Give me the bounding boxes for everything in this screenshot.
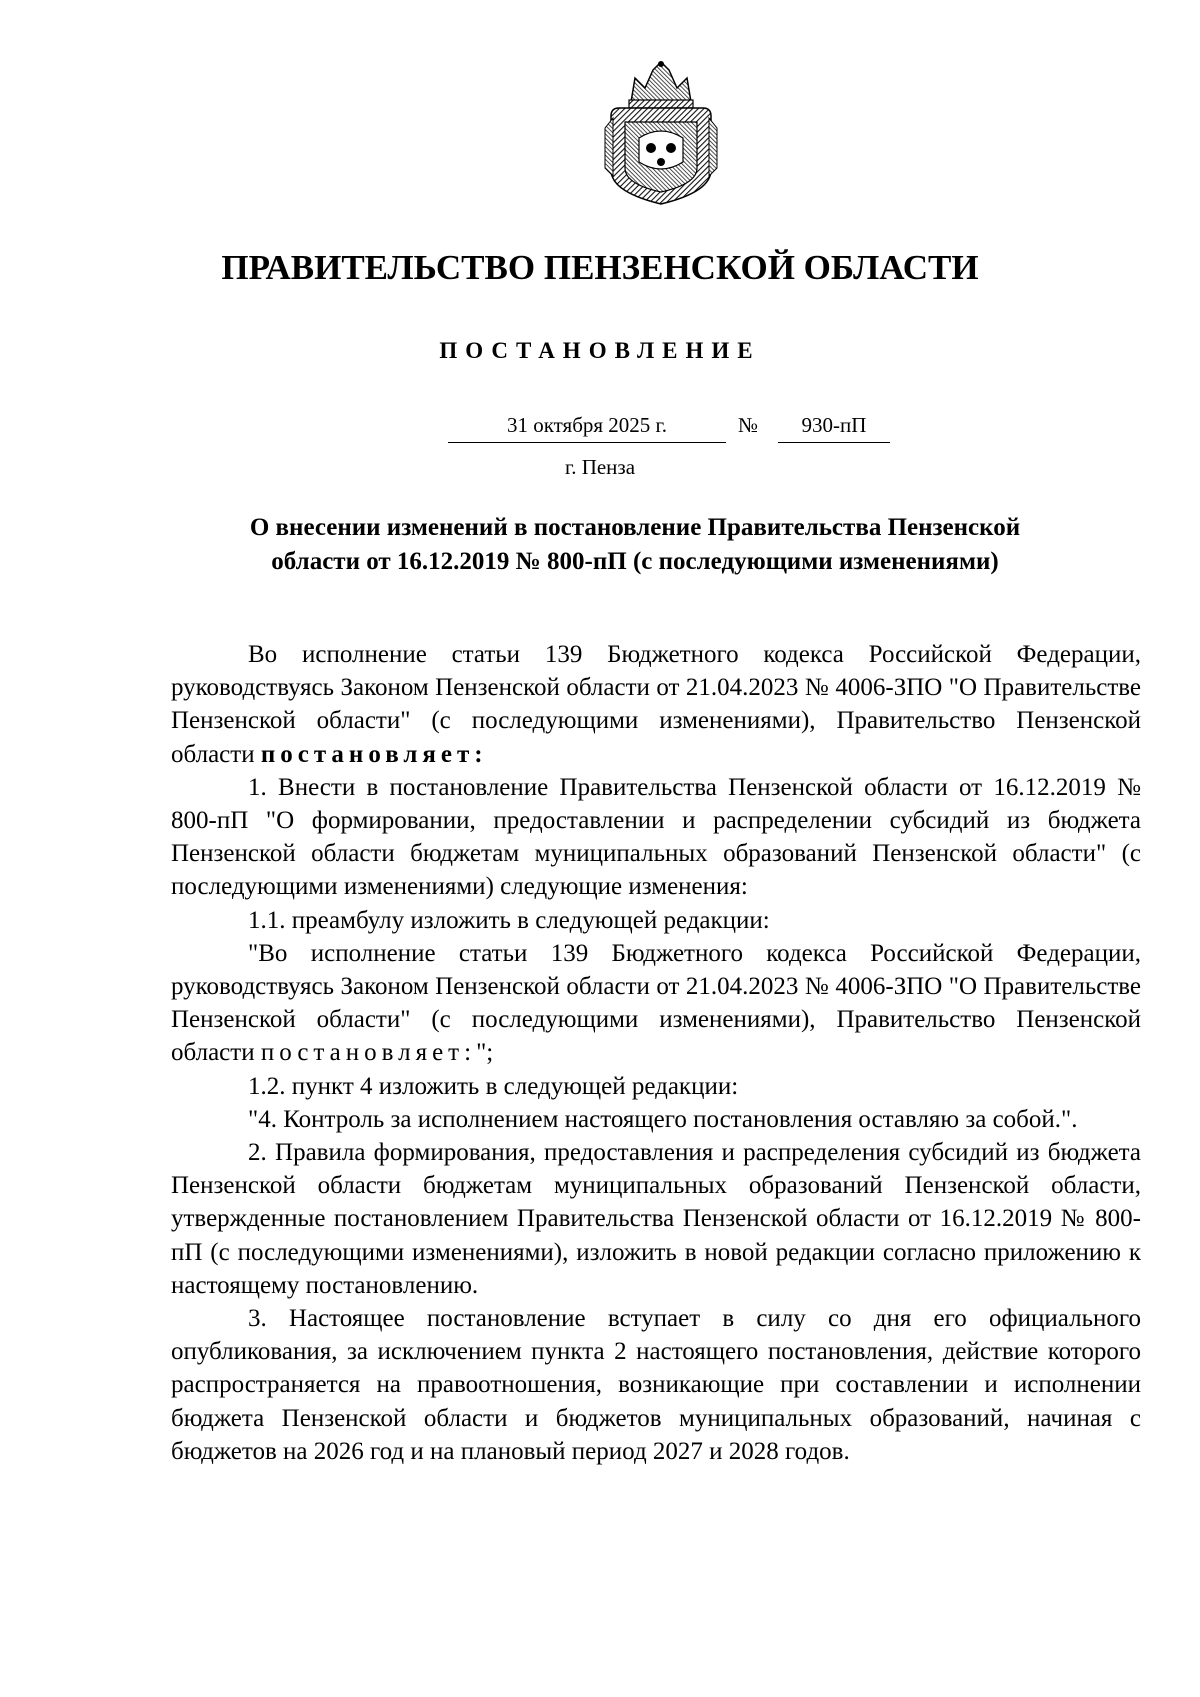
quote-text: "Во исполнение статьи 139 Бюджетного кодекса Российской Федерации, руководствуясь Законом Пензенской области от 21.04.2023 № 4006-ЗПО "О Правительстве Пензенской области" (с последующими изменениями), Правительство Пензенской области xyxy=(171,939,1141,1067)
paragraph-intro xyxy=(171,638,1141,771)
intro-verb: постановляет: xyxy=(260,740,488,768)
paragraph-1-1-quote xyxy=(171,937,1141,1070)
paragraph-1-2-quote: "4. Контроль за исполнением настоящего постановления оставляю за собой.". xyxy=(248,1105,1078,1133)
coat-of-arms-emblem xyxy=(601,58,721,208)
paragraph-3: 3. Настоящее постановление вступает в силу со дня его официального опубликования, за исключением пункта 2 настоящего постановления, действие которого распространяется на правоотношения, возникающие при составлении и исполнении бюджета Пензенской области и бюджетов муниципальных образований, начиная с бюджетов на 2026 год и на плановый период 2027 и 2028 годов. xyxy=(171,1305,1141,1465)
quote-verb: постановляет: xyxy=(260,1039,477,1067)
document-date: 31 октября 2025 г. xyxy=(448,410,726,443)
document-heading xyxy=(160,511,1110,579)
document-type: ПОСТАНОВЛЕНИЕ xyxy=(439,338,761,363)
heading-line-1: О внесении изменений в постановление Правительства Пензенской xyxy=(249,514,1021,541)
paragraph-1-2: 1.2. пункт 4 изложить в следующей редакции: xyxy=(248,1072,739,1100)
paragraph-1-1: 1.1. преамбулу изложить в следующей редакции: xyxy=(248,906,770,934)
paragraph-1: 1. Внести в постановление Правительства Пензенской области от 16.12.2019 № 800-пП "О формировании, предоставлении и распределении субсидий из бюджета Пензенской области бюджетам муниципальных образований Пензенской области" (с последующими изменениями) следующие изменения: xyxy=(171,773,1141,901)
document-number: 930-пП xyxy=(778,410,890,443)
intro-text: Во исполнение статьи 139 Бюджетного кодекса Российской Федерации, руководствуясь Законом Пензенской области от 21.04.2023 № 4006-ЗПО "О Правительстве Пензенской области" (с последующими изменениями), Правительство Пензенской области xyxy=(171,641,1141,768)
paragraph-2: 2. Правила формирования, предоставления и распределения субсидий из бюджета Пензенской области бюджетам муниципальных образований Пензенской области, утвержденные постановлением Правительства Пензенской области от 16.12.2019 № 800-пП (с последующими изменениями), изложить в новой редакции согласно приложению к настоящему постановлению. xyxy=(171,1139,1141,1299)
document-city: г. Пенза xyxy=(564,455,636,479)
heading-line-2: области от 16.12.2019 № 800-пП (с последующими изменениями) xyxy=(271,548,999,575)
document-body xyxy=(171,638,1141,1468)
number-sign: № xyxy=(738,413,759,437)
quote-end: "; xyxy=(476,1039,494,1067)
government-name: ПРАВИТЕЛЬСТВО ПЕНЗЕНСКОЙ ОБЛАСТИ xyxy=(221,248,979,287)
